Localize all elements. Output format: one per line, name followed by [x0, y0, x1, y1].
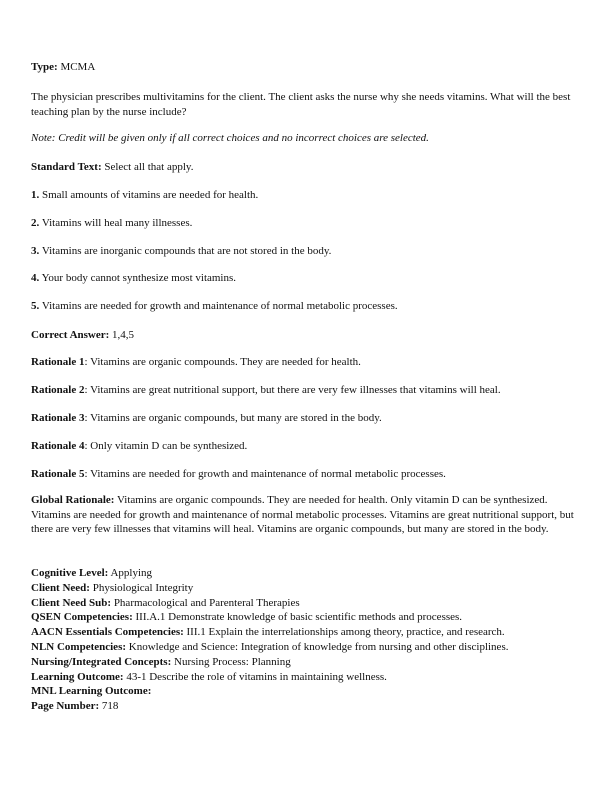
choice-number: 5.	[31, 300, 40, 312]
rationale-text: : Only vitamin D can be synthesized.	[84, 440, 248, 452]
metadata-label: Nursing/Integrated Concepts:	[31, 655, 172, 668]
rationale-text: : Vitamins are organic compounds. They are needed for health.	[84, 356, 361, 368]
metadata-value: III.1 Explain the interrelationships among theory, practice, and research.	[186, 626, 505, 639]
question-type	[31, 60, 581, 75]
standard-text-value: Select all that apply.	[104, 161, 194, 173]
metadata-value: 43-1 Describe the role of vitamins in maintaining wellness.	[126, 670, 387, 683]
metadata-list	[31, 566, 581, 714]
metadata-value: Applying	[110, 567, 153, 579]
metadata-label: Client Need:	[31, 581, 90, 594]
rationale-label: Rationale 5	[31, 468, 85, 480]
metadata-item	[31, 581, 581, 596]
rationale-item	[31, 411, 581, 426]
type-value: MCMA	[60, 61, 96, 73]
credit-note: Note: Credit will be given only if all correct choices and no incorrect choices are selected.	[31, 132, 429, 144]
choice-text: Vitamins will heal many illnesses.	[41, 217, 193, 229]
metadata-value: Nursing Process: Planning	[174, 655, 291, 668]
rationale-text: : Vitamins are great nutritional support, but there are very few illnesses that vitamins will heal.	[84, 384, 501, 396]
global-rationale-label: Global Rationale:	[31, 494, 115, 506]
rationale-text: : Vitamins are needed for growth and maintenance of normal metabolic processes.	[84, 468, 446, 480]
metadata-label: QSEN Competencies:	[31, 611, 133, 624]
metadata-label: Learning Outcome:	[31, 670, 124, 683]
rationale-label: Rationale 4	[31, 440, 85, 452]
standard-text-label: Standard Text:	[31, 161, 102, 173]
choice-item	[31, 188, 581, 203]
choice-item	[31, 299, 581, 314]
metadata-label: Page Number:	[31, 700, 100, 713]
rationale-label: Rationale 2	[31, 384, 85, 396]
choice-number: 1.	[31, 189, 40, 201]
choice-item	[31, 244, 581, 259]
metadata-item	[31, 699, 581, 714]
rationale-label: Rationale 1	[31, 356, 85, 368]
rationale-item	[31, 355, 581, 370]
choice-text: Your body cannot synthesize most vitamins.	[41, 272, 237, 284]
metadata-item	[31, 625, 581, 640]
metadata-value: Pharmacological and Parenteral Therapies	[113, 596, 300, 609]
metadata-item	[31, 670, 581, 685]
type-label: Type:	[31, 61, 58, 73]
rationale-text: : Vitamins are organic compounds, but many are stored in the body.	[84, 412, 382, 424]
metadata-label: NLN Competencies:	[31, 640, 127, 653]
choice-text: Vitamins are needed for growth and maintenance of normal metabolic processes.	[41, 300, 398, 312]
metadata-value: Knowledge and Science: Integration of knowledge from nursing and other disciplines.	[128, 640, 509, 653]
choice-number: 2.	[31, 217, 40, 229]
correct-answer-label: Correct Answer:	[31, 329, 110, 341]
metadata-item	[31, 610, 581, 625]
metadata-item	[31, 655, 581, 670]
correct-answer	[31, 328, 581, 343]
metadata-label: Cognitive Level:	[31, 567, 109, 579]
correct-answer-value: 1,4,5	[112, 329, 135, 341]
choice-item	[31, 271, 581, 286]
choice-text: Vitamins are inorganic compounds that are not stored in the body.	[41, 245, 332, 257]
choice-text: Small amounts of vitamins are needed for health.	[42, 189, 259, 201]
global-rationale	[31, 493, 581, 537]
metadata-item	[31, 684, 581, 699]
question-stem: The physician prescribes multivitamins for the client. The client asks the nurse why she needs vitamins. What will the best teaching plan by the nurse include?	[31, 91, 571, 118]
metadata-label: AACN Essentials Competencies:	[31, 626, 184, 639]
rationale-item	[31, 383, 581, 398]
metadata-item	[31, 640, 581, 655]
choice-item	[31, 216, 581, 231]
metadata-item	[31, 566, 581, 581]
metadata-value: Physiological Integrity	[92, 581, 194, 594]
metadata-label: Client Need Sub:	[31, 596, 112, 609]
rationale-item	[31, 439, 581, 454]
choice-number: 3.	[31, 245, 40, 257]
global-rationale-text: Vitamins are organic compounds. They are needed for health. Only vitamin D can be synthesized. Vitamins are needed for growth and maintenance of normal metabolic processes. Vitamins are great nutritional support, but there are very few illnesses that vitamins will heal. Vitamins are organic compounds, but many are stored in the body.	[31, 494, 574, 536]
rationale-item	[31, 467, 581, 482]
metadata-value: III.A.1 Demonstrate knowledge of basic scientific methods and processes.	[135, 611, 463, 624]
metadata-item	[31, 596, 581, 611]
standard-text	[31, 160, 581, 175]
choice-number: 4.	[31, 272, 40, 284]
rationale-label: Rationale 3	[31, 412, 85, 424]
metadata-label: MNL Learning Outcome:	[31, 685, 152, 698]
metadata-value: 718	[101, 700, 119, 713]
